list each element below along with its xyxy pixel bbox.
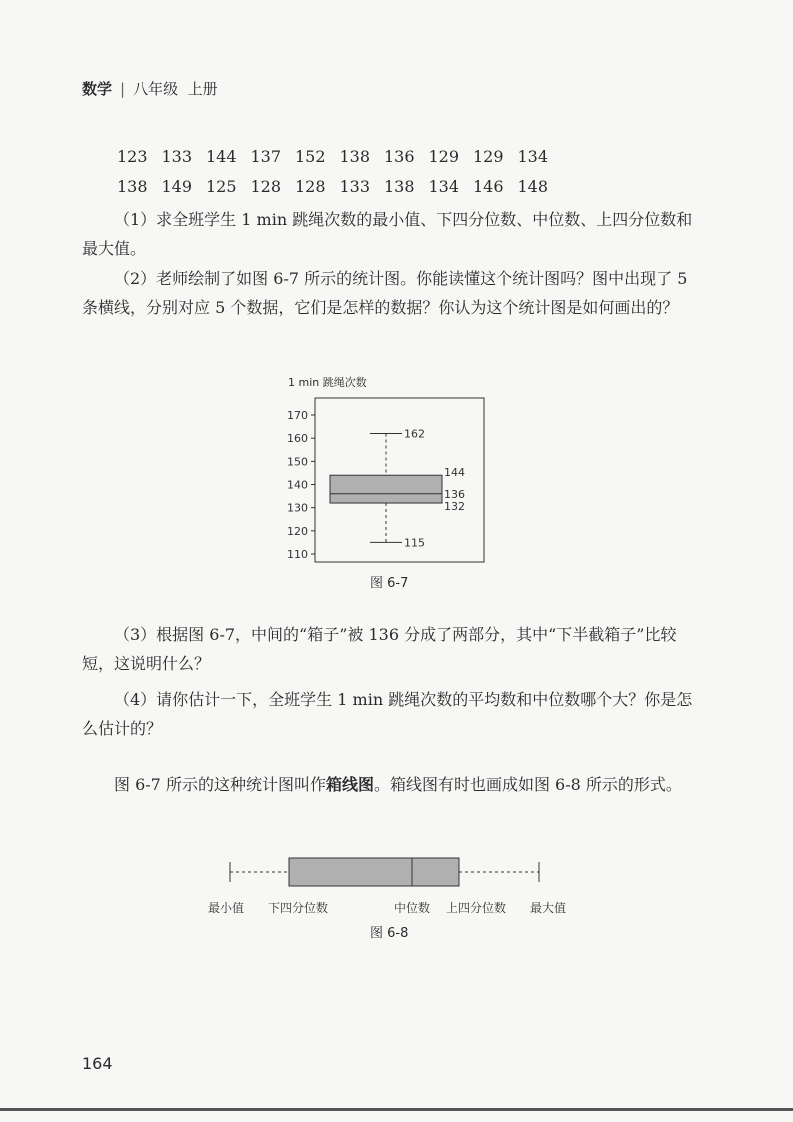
q3-label: 上四分位数 [446,901,507,915]
data-value: 128 [295,177,326,196]
figure-6-7-ylabel: 1 min 跳绳次数 [288,376,367,389]
data-value: 129 [473,147,504,166]
data-value: 149 [161,177,193,196]
data-value: 148 [517,177,549,196]
boxplot-definition: 图 6-7 所示的这种统计图叫作箱线图。箱线图有时也画成如图 6-8 所示的形式。 [114,775,682,794]
data-value: 134 [428,177,460,196]
data-value: 123 [117,147,148,166]
bottom-rule [0,1108,793,1111]
box [289,858,459,886]
data-row-1 [117,147,562,166]
figure-6-8-boxplot [200,848,580,928]
data-value: 133 [339,177,371,196]
page-number: 164 [82,1054,113,1073]
median-label: 中位数 [394,901,431,915]
min-label: 最小值 [208,901,245,915]
y-tick-label: 170 [287,409,308,422]
q1-label: 132 [444,500,465,514]
header-volume: 上册 [187,80,218,98]
key-term: 箱线图 [325,775,374,794]
y-tick-label: 160 [287,432,308,446]
data-value: 138 [339,147,371,166]
y-tick-label: 150 [287,455,308,469]
figure-6-7-caption: 图 6-7 [370,576,409,591]
box-plot [330,428,465,550]
question-4: （4）请你估计一下，全班学生 1 min 跳绳次数的平均数和中位数哪个大？你是怎么估计的？ [82,690,693,738]
y-tick-label: 120 [287,524,308,538]
q3-label: 144 [444,466,465,480]
max-label: 最大值 [530,901,567,915]
y-tick-label: 110 [287,548,308,561]
data-value: 134 [517,147,549,166]
question-3: （3）根据图 6-7，中间的“箱子”被 136 分成了两部分，其中“下半截箱子”比较短，这说明什么？ [82,625,677,673]
data-value: 138 [384,177,415,196]
running-header [82,78,218,99]
data-value: 138 [117,177,148,196]
question-2: （2）老师绘制了如图 6-7 所示的统计图。你能读懂这个统计图吗？图中出现了 5 条横线，分别对应 5 个数据，它们是怎样的数据？你认为这个统计图是如何画出的？ [82,269,688,317]
header-separator: | [120,80,126,98]
data-value: 152 [295,147,326,166]
data-value: 125 [206,177,237,196]
y-tick-label: 140 [287,478,308,492]
q1-label: 下四分位数 [268,901,329,915]
question-1: （1）求全班学生 1 min 跳绳次数的最小值、下四分位数、中位数、上四分位数和最大值。 [82,210,693,258]
median-label: 136 [444,487,465,501]
data-row-2 [117,177,562,196]
box [330,475,442,503]
figure-6-7-boxplot [280,390,500,570]
data-value: 128 [250,177,282,196]
data-value: 133 [161,147,193,166]
max-label: 162 [404,427,425,441]
data-value: 136 [384,147,415,166]
min-label: 115 [404,536,425,550]
y-tick-label: 130 [287,501,308,515]
figure-6-8-caption: 图 6-8 [370,926,409,941]
data-value: 146 [473,177,504,196]
y-axis [287,409,315,561]
data-value: 129 [428,147,460,166]
data-value: 137 [250,147,282,166]
header-grade: 八年级 [133,80,179,98]
horizontal-box-plot [208,858,566,915]
header-subject: 数学 [82,80,113,98]
data-value: 144 [206,147,237,166]
